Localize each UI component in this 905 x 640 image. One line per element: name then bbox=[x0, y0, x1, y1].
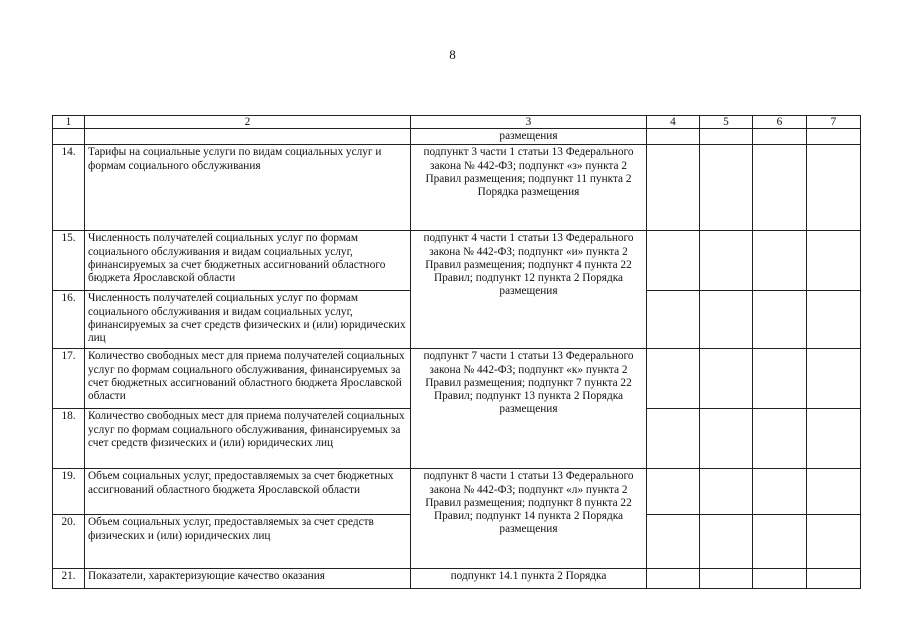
row-number: 14. bbox=[53, 145, 85, 231]
cell-col5 bbox=[700, 409, 753, 469]
cell-col6 bbox=[753, 129, 807, 145]
cell-col4 bbox=[647, 409, 700, 469]
header-cell-6: 6 bbox=[753, 116, 807, 129]
row-basis: размещения bbox=[411, 129, 647, 145]
header-cell-1: 1 bbox=[53, 116, 85, 129]
cell-col4 bbox=[647, 231, 700, 291]
cell-col4 bbox=[647, 349, 700, 409]
row-number: 21. bbox=[53, 569, 85, 589]
row-basis: подпункт 3 части 1 статьи 13 Федерального закона № 442-ФЗ; подпункт «з» пункта 2 Правил размещения; подпункт 11 пункта 2 Порядка размещения bbox=[411, 145, 647, 231]
row-basis: подпункт 8 части 1 статьи 13 Федерального закона № 442-ФЗ; подпункт «л» пункта 2 Правил размещения; подпункт 8 пункта 22 Правил; подпункт 14 пункта 2 Порядка размещения bbox=[411, 469, 647, 569]
cell-col6 bbox=[753, 231, 807, 291]
cell-col6 bbox=[753, 349, 807, 409]
row-name: Показатели, характеризующие качество оказания bbox=[85, 569, 411, 589]
cell-col7 bbox=[807, 129, 861, 145]
cell-col5 bbox=[700, 129, 753, 145]
cell-col6 bbox=[753, 145, 807, 231]
table-row-15 bbox=[53, 231, 861, 291]
page-number: 8 bbox=[449, 47, 456, 62]
cell-col7 bbox=[807, 349, 861, 409]
row-name: Объем социальных услуг, предоставляемых за счет бюджетных ассигнований областного бюджета Ярославской области bbox=[85, 469, 411, 515]
row-name bbox=[85, 129, 411, 145]
row-name: Тарифы на социальные услуги по видам социальных услуг и формам социального обслуживания bbox=[85, 145, 411, 231]
header-cell-5: 5 bbox=[700, 116, 753, 129]
cell-col7 bbox=[807, 569, 861, 589]
header-cell-7: 7 bbox=[807, 116, 861, 129]
cell-col4 bbox=[647, 145, 700, 231]
cell-col4 bbox=[647, 515, 700, 569]
row-number: 16. bbox=[53, 291, 85, 349]
row-name: Численность получателей социальных услуг по формам социального обслуживания и видам социальных услуг, финансируемых за счет бюджетных ассигнований областного бюджета Ярославской области bbox=[85, 231, 411, 291]
header-cell-2: 2 bbox=[85, 116, 411, 129]
cell-col7 bbox=[807, 231, 861, 291]
cell-col7 bbox=[807, 291, 861, 349]
cell-col5 bbox=[700, 515, 753, 569]
cell-col7 bbox=[807, 515, 861, 569]
row-number: 18. bbox=[53, 409, 85, 469]
cell-col4 bbox=[647, 569, 700, 589]
cell-col6 bbox=[753, 409, 807, 469]
row-name: Количество свободных мест для приема получателей социальных услуг по формам социального обслуживания, финансируемых за счет средств физических и (или) юридических лиц bbox=[85, 409, 411, 469]
row-basis: подпункт 7 части 1 статьи 13 Федерального закона № 442-ФЗ; подпункт «к» пункта 2 Правил размещения; подпункт 7 пункта 22 Правил; подпункт 13 пункта 2 Порядка размещения bbox=[411, 349, 647, 469]
table-row-14 bbox=[53, 145, 861, 231]
cell-col4 bbox=[647, 129, 700, 145]
row-basis: подпункт 4 части 1 статьи 13 Федерального закона № 442-ФЗ; подпункт «и» пункта 2 Правил размещения; подпункт 4 пункта 22 Правил; подпункт 12 пункта 2 Порядка размещения bbox=[411, 231, 647, 349]
cell-col7 bbox=[807, 409, 861, 469]
row-name: Объем социальных услуг, предоставляемых за счет средств физических и (или) юридических лиц bbox=[85, 515, 411, 569]
header-cell-4: 4 bbox=[647, 116, 700, 129]
table-row-21 bbox=[53, 569, 861, 589]
cell-col5 bbox=[700, 145, 753, 231]
row-number: 15. bbox=[53, 231, 85, 291]
cell-col6 bbox=[753, 515, 807, 569]
cell-col4 bbox=[647, 469, 700, 515]
table-row-17 bbox=[53, 349, 861, 409]
row-number bbox=[53, 129, 85, 145]
cell-col5 bbox=[700, 231, 753, 291]
header-cell-3: 3 bbox=[411, 116, 647, 129]
cell-col4 bbox=[647, 291, 700, 349]
cell-col7 bbox=[807, 469, 861, 515]
cell-col5 bbox=[700, 469, 753, 515]
cell-col5 bbox=[700, 291, 753, 349]
row-name: Численность получателей социальных услуг по формам социального обслуживания и видам социальных услуг, финансируемых за счет средств физических и (или) юридических лиц bbox=[85, 291, 411, 349]
cell-col6 bbox=[753, 569, 807, 589]
disclosure-table bbox=[52, 115, 861, 589]
cell-col6 bbox=[753, 291, 807, 349]
cell-col6 bbox=[753, 469, 807, 515]
row-number: 20. bbox=[53, 515, 85, 569]
header-row bbox=[53, 116, 861, 129]
continuation-row bbox=[53, 129, 861, 145]
cell-col7 bbox=[807, 145, 861, 231]
cell-col5 bbox=[700, 349, 753, 409]
row-number: 19. bbox=[53, 469, 85, 515]
cell-col5 bbox=[700, 569, 753, 589]
row-number: 17. bbox=[53, 349, 85, 409]
table-row-19 bbox=[53, 469, 861, 515]
row-name: Количество свободных мест для приема получателей социальных услуг по формам социального обслуживания, финансируемых за счет бюджетных ассигнований областного бюджета Ярославской области bbox=[85, 349, 411, 409]
row-basis: подпункт 14.1 пункта 2 Порядка bbox=[411, 569, 647, 589]
